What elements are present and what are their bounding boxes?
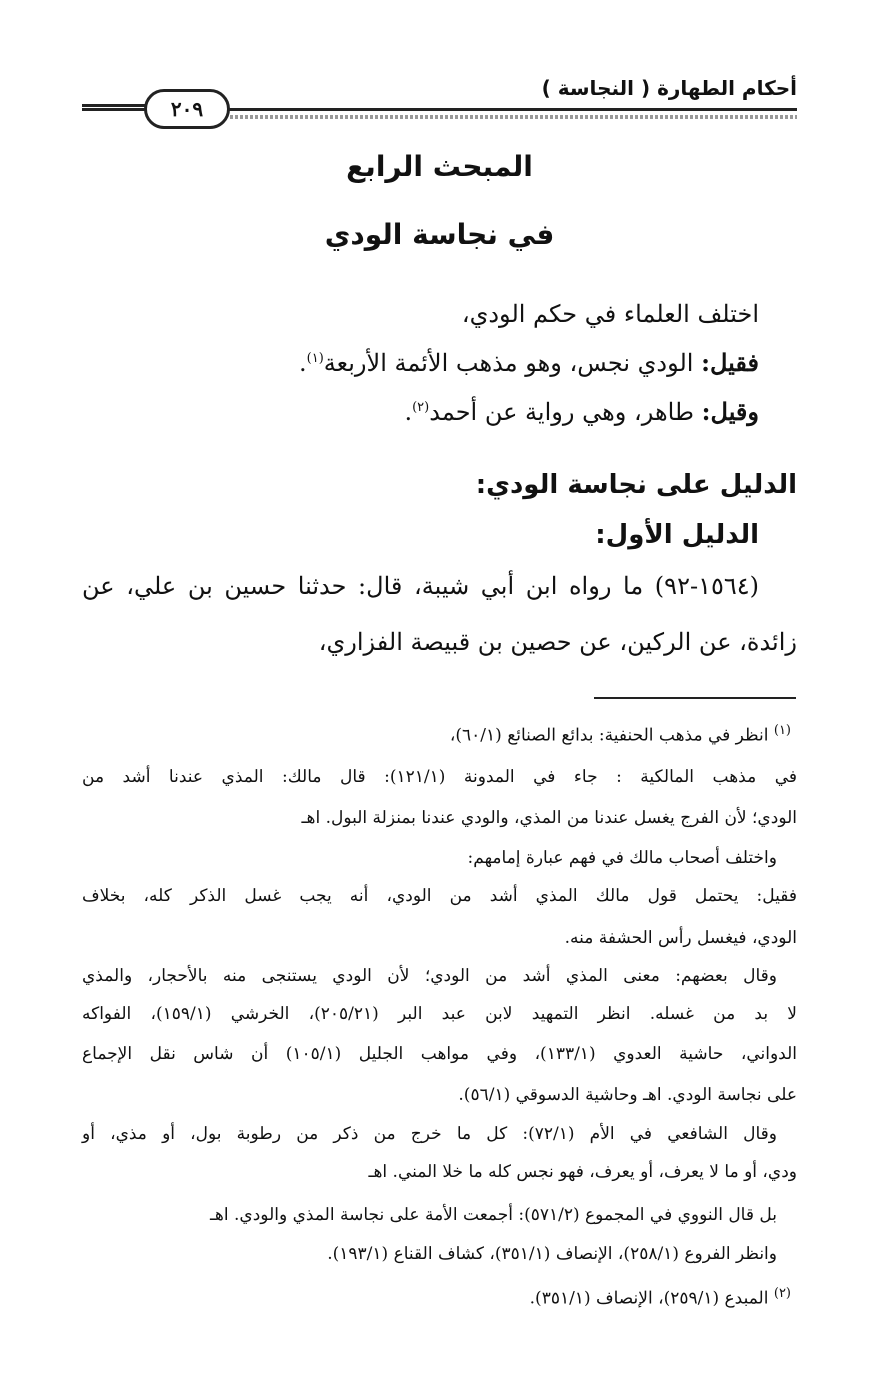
footnote-text: المبدع (٢٥٩/١)، الإنصاف (٣٥١/١).	[529, 1288, 774, 1309]
opinion-text: الودي نجس، وهو مذهب الأئمة الأربعة	[323, 349, 702, 377]
footnote-mark-2: (٢)	[773, 1286, 791, 1301]
footnote-1-line-8: لا بد من غسله. انظر التمهيد لابن عبد البر (٢٠٥/٢١)، الخرشي (١٥٩/١)، الفواكه	[82, 1004, 798, 1024]
footnote-1-line-13: بل قال النووي في المجموع (٥٧١/٢): أجمعت الأمة على نجاسة المذي والودي. اهـ	[209, 1205, 777, 1225]
subject-heading: في نجاسة الودي	[324, 218, 555, 251]
evidence-heading: الدليل على نجاسة الودي:	[475, 470, 797, 500]
footnote-1-line-9: الدواني، حاشية العدوي (١٣٣/١)، وفي مواهب الجليل (١٠٥/١) أن شاس نقل الإجماع	[82, 1044, 797, 1064]
hadith-line-2: زائدة، عن الركين، عن حصين بن قبيصة الفزاري،	[318, 628, 797, 656]
page-number: ٢٠٩	[144, 89, 230, 129]
body-paragraph-1: اختلف العلماء في حكم الودي،	[461, 300, 759, 328]
opinion-label: فقيل:	[701, 348, 759, 377]
section-heading: المبحث الرابع	[346, 150, 533, 183]
footnote-1-line-5: فقيل: يحتمل قول مالك المذي أشد من الودي، أنه يجب غسل الذكر كله، بخلاف	[82, 886, 797, 906]
footnote-text: انظر في مذهب الحنفية: بدائع الصنائع (٦٠/١)،	[449, 725, 774, 746]
footnote-1-line-10: على نجاسة الودي. اهـ وحاشية الدسوقي (٥٦/١).	[458, 1085, 797, 1105]
header-rule-left	[82, 104, 146, 107]
footnote-2-line-1	[82, 1286, 791, 1309]
footnote-1-line-12: ودي، أو ما لا يعرف، أو يعرف، فهو نجس كله ما خلا المني. اهـ	[368, 1162, 797, 1182]
footnote-1-line-11: وقال الشافعي في الأم (٧٢/١): كل ما خرج من ذكر من رطوبة بول، أو مذي، أو	[82, 1124, 777, 1144]
footnote-1-line-2: في مذهب المالكية : جاء في المدونة (١٢١/١): قال مالك: المذي عندنا أشد من	[82, 767, 797, 787]
opinion-text: طاهر، وهي رواية عن أحمد	[429, 398, 702, 426]
footnote-mark-1: (١)	[773, 723, 791, 738]
footnote-1-line-1	[82, 723, 791, 746]
running-header-title: أحكام الطهارة ( النجاسة )	[541, 76, 797, 100]
footnote-1-line-7: وقال بعضهم: معنى المذي أشد من الودي؛ لأن الودي يستنجى منه بالأحجار، والمذي	[82, 966, 777, 986]
hadith-line-1: (١٥٦٤-٩٢) ما رواه ابن أبي شيبة، قال: حدثنا حسين بن علي، عن	[82, 572, 759, 600]
footnote-1-line-3: الودي؛ لأن الفرج يغسل عندنا من المذي، والودي عندنا بمنزلة البول. اهـ	[301, 808, 797, 828]
first-evidence-heading: الدليل الأول:	[595, 520, 759, 550]
footnote-1-line-4: واختلف أصحاب مالك في فهم عبارة إمامهم:	[467, 848, 777, 868]
body-paragraph-3	[82, 397, 759, 426]
footnote-ref-1[interactable]: (١)	[306, 351, 324, 366]
footnote-ref-2[interactable]: (٢)	[412, 400, 430, 415]
opinion-label: وقيل:	[701, 397, 759, 426]
footnote-1-line-6: الودي، فيغسل رأس الحشفة منه.	[564, 928, 797, 948]
sentence-end: .	[299, 349, 307, 377]
footnote-1-line-14: وانظر الفروع (٢٥٨/١)، الإنصاف (٣٥١/١)، كشاف القناع (١٩٣/١).	[327, 1244, 777, 1264]
footnote-separator	[594, 697, 796, 699]
sentence-end: .	[404, 398, 413, 426]
header-ornament-rule	[230, 115, 797, 119]
body-paragraph-2	[82, 348, 759, 377]
